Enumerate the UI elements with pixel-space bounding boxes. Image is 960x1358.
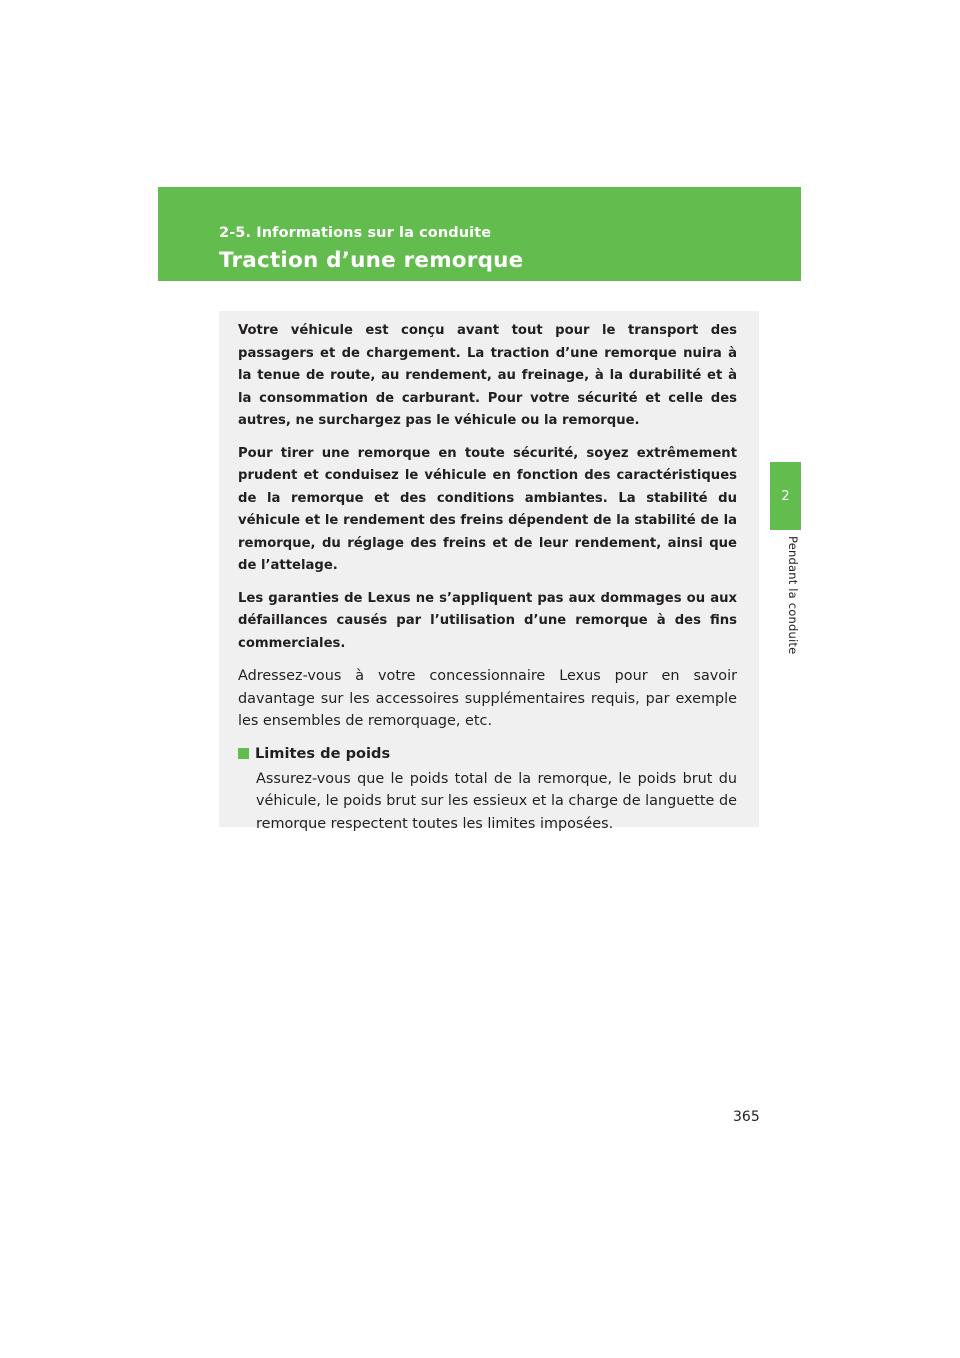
safety-paragraph: Pour tirer une remorque en toute sécurité, soyez extrêmement prudent et conduisez le véhicule en fonction des caractéristiques de la remorque et des conditions ambiantes. La stabilité du véhicule et le rendement des freins dépendent de la stabilité de la remorque, du réglage des freins et de leur rendement, ainsi que de l’attelage.	[238, 445, 737, 573]
page-number: 365	[733, 1109, 760, 1125]
chapter-number: 2	[781, 488, 790, 504]
section-label: 2-5. Informations sur la conduite	[219, 225, 492, 241]
warranty-paragraph: Les garanties de Lexus ne s’appliquent pas aux dommages ou aux défaillances causés par l’utilisation d’une remorque à des fins commerciales.	[238, 590, 737, 651]
header-band	[158, 187, 801, 281]
dealer-paragraph: Adressez-vous à votre concessionnaire Lexus pour en savoir davantage sur les accessoires supplémentaires requis, par exemple les ensembles de remorquage, etc.	[238, 668, 737, 729]
square-bullet-icon	[238, 748, 249, 759]
intro-paragraph: Votre véhicule est conçu avant tout pour le transport des passagers et de chargement. La traction d’une remorque nuira à la tenue de route, au rendement, au freinage, à la durabilité et à la consommation de carburant. Pour votre sécurité et celle des autres, ne surchargez pas le véhicule ou la remorque.	[238, 323, 737, 428]
chapter-tab	[770, 462, 801, 530]
chapter-label: Pendant la conduite	[786, 536, 800, 655]
weight-limits-paragraph: Assurez-vous que le poids total de la remorque, le poids brut du véhicule, le poids brut sur les essieux et la charge de languette de remorque respectent toutes les limites imposées.	[256, 770, 737, 832]
weight-limits-title: Limites de poids	[255, 744, 391, 762]
page-title: Traction d’une remorque	[219, 248, 524, 273]
content-box	[219, 311, 759, 832]
weight-limits-heading	[238, 743, 737, 765]
